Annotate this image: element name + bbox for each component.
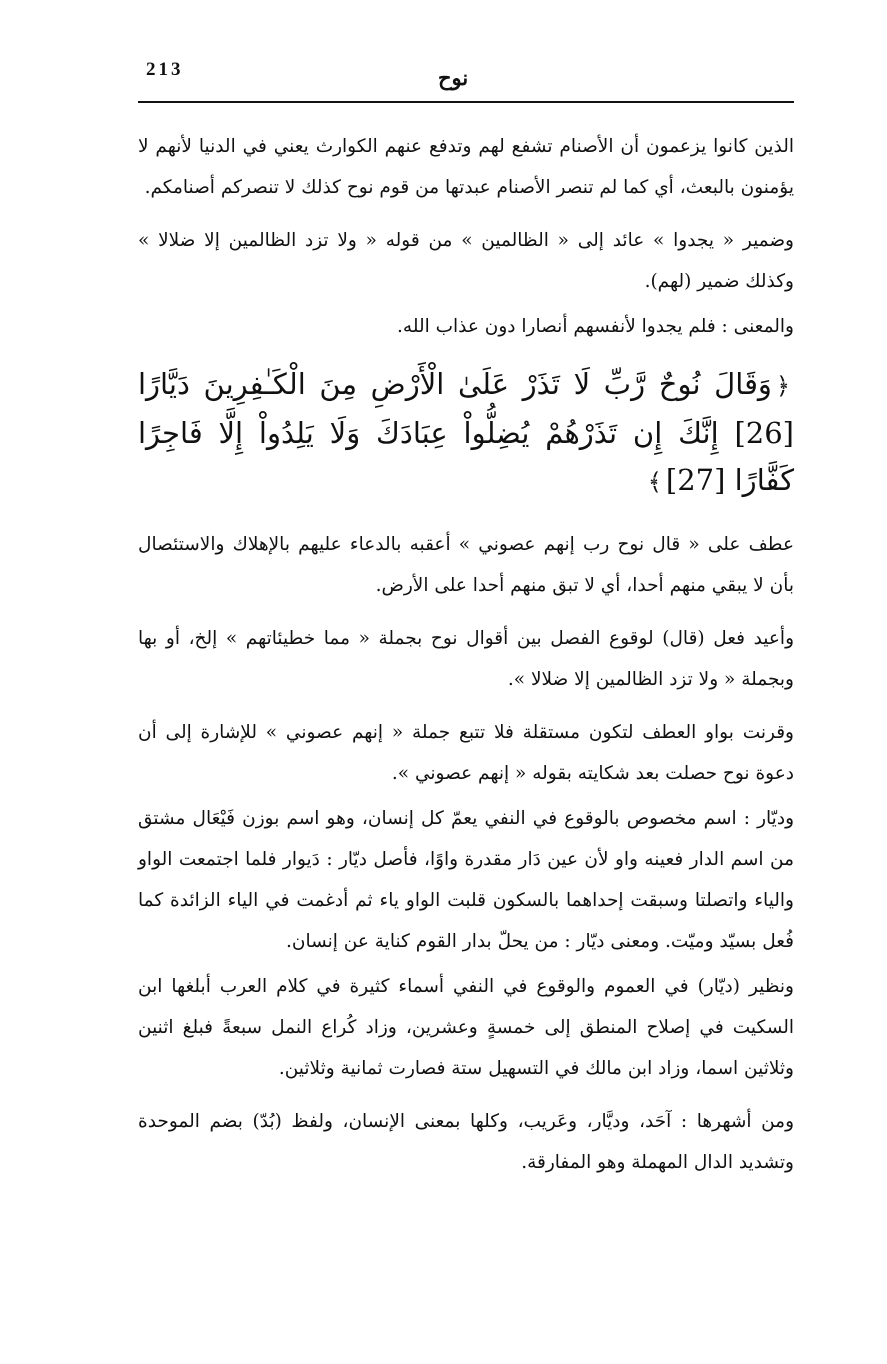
page-header xyxy=(138,55,794,101)
page-body xyxy=(138,126,794,1195)
header-rule xyxy=(138,101,794,103)
paragraph: ونظير (ديّار) في العموم والوقوع في النفي أسماء كثيرة في كلام العرب أبلغها ابن السكيت في إصلاح المنطق إلى خمسةٍ وعشرين، وزاد كُراع النمل سبعةً فبلغ اثنين وثلاثين اسما، وزاد ابن مالك في التسهيل ستة فصارت ثمانية وثلاثين. xyxy=(138,976,794,1079)
verse-open-ornament: ﴿ xyxy=(775,372,790,400)
paragraph: ومن أشهرها : آحَد، وديَّار، وعَريب، وكلها بمعنى الإنسان، ولفظ (بُدّ) بضم الموحدة وتشديد الدال المهملة وهو المفارقة. xyxy=(138,1111,794,1173)
paragraph: وضمير « يجدوا » عائد إلى « الظالمين » من قوله « ولا تزد الظالمين إلا ضلالا » وكذلك ضمير (لهم). xyxy=(138,230,794,292)
running-title: نوح xyxy=(438,65,469,90)
verse-text: وَقَالَ نُوحٌ رَّبِّ لَا تَذَرْ عَلَىٰ الْأَرْضِ مِنَ الْكَـٰفِرِينَ دَيَّارًا [26] إِنَّكَ إِن تَذَرْهُمْ يُضِلُّواْ عِبَادَكَ وَلَا يَلِدُواْ إِلَّا فَاجِرًا كَفَّارًا [27] xyxy=(138,367,794,497)
paragraph: وقرنت بواو العطف لتكون مستقلة فلا تتبع جملة « إنهم عصوني » للإشارة إلى أن دعوة نوح حصلت بعد شكايته بقوله « إنهم عصوني ». xyxy=(138,722,794,784)
quran-verse xyxy=(138,361,794,506)
paragraph: والمعنى : فلم يجدوا لأنفسهم أنصارا دون عذاب الله. xyxy=(397,316,794,337)
paragraph: وديّار : اسم مخصوص بالوقوع في النفي يعمّ كل إنسان، وهو اسم بوزن فَيْعَال مشتق من اسم الدار فعينه واو لأن عين دَار مقدرة واوًا، فأصل ديّار : دَيوار فلما اجتمعت الواو والياء واتصلتا وسبقت إحداهما بالسكون قلبت الواو ياء ثم أدغمت في الياء الزائدة كما فُعل بسيّد وميّت. ومعنى ديّار : من يحلّ بدار القوم كناية عن إنسان. xyxy=(138,808,794,952)
page-number: 213 xyxy=(146,59,184,80)
paragraph: عطف على « قال نوح رب إنهم عصوني » أعقبه بالدعاء عليهم بالإهلاك والاستئصال بأن لا يبقي منهم أحدا، أي لا تبق منهم أحدا على الأرض. xyxy=(138,534,794,596)
verse-close-ornament: ﴾ xyxy=(647,468,662,496)
paragraph: الذين كانوا يزعمون أن الأصنام تشفع لهم وتدفع عنهم الكوارث يعني في الدنيا لأنهم لا يؤمنون بالبعث، أي كما لم تنصر الأصنام عبدتها من قوم نوح كذلك لا تنصركم أصنامكم. xyxy=(138,136,794,198)
paragraph: وأعيد فعل (قال) لوقوع الفصل بين أقوال نوح بجملة « مما خطيئاتهم » إلخ، أو بها وبجملة « ولا تزد الظالمين إلا ضلالا ». xyxy=(138,628,794,690)
